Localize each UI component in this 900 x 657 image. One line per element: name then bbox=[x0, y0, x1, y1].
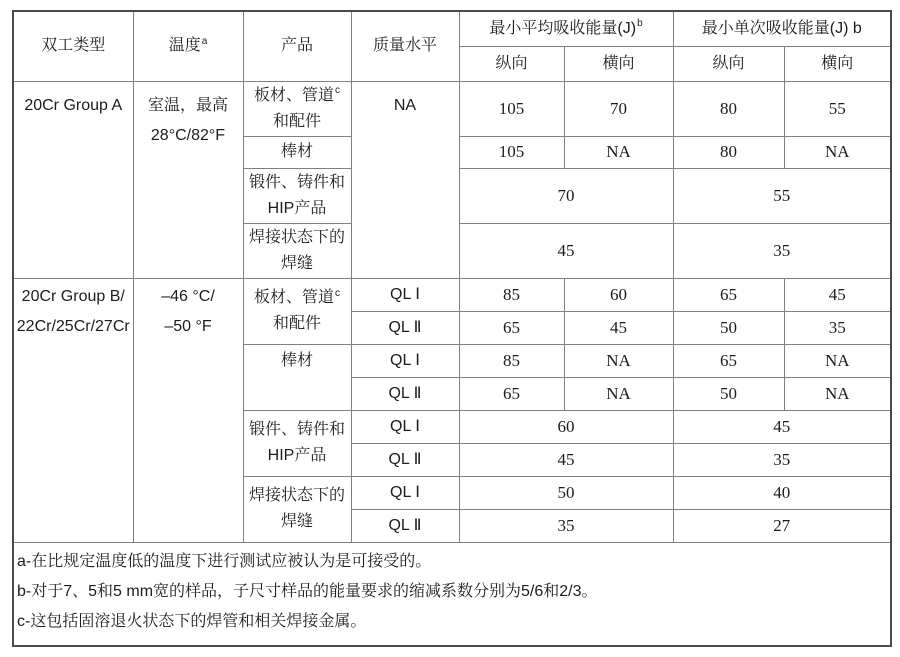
group-b-product-weld bbox=[243, 476, 351, 542]
group-b-product-bar: 棒材 bbox=[243, 344, 351, 410]
value-cell: 85 bbox=[459, 278, 564, 311]
quality-level-cell: QL Ⅰ bbox=[351, 278, 459, 311]
product-line-2: 焊缝 bbox=[280, 254, 313, 272]
product-line-1: 焊接状态下的 bbox=[248, 228, 345, 246]
value-cell-merged: 45 bbox=[459, 223, 673, 278]
quality-level-cell: QL Ⅱ bbox=[351, 311, 459, 344]
group-a-product-bar: 棒材 bbox=[243, 136, 351, 168]
product-line-1: 板材、管道$^c$ bbox=[253, 287, 340, 306]
footnote-ref-c: c bbox=[335, 85, 340, 97]
value-cell-merged: 45 bbox=[673, 410, 891, 443]
value-cell: 80 bbox=[673, 136, 784, 168]
value-cell: NA bbox=[784, 377, 891, 410]
value-cell: 50 bbox=[673, 311, 784, 344]
value-cell-merged: 35 bbox=[459, 509, 673, 542]
footnote-a: a-在比规定温度低的温度下进行测试应被认为是可接受的。 bbox=[17, 552, 432, 570]
header-temperature-label: 温度 bbox=[168, 37, 201, 55]
quality-level-cell: QL Ⅰ bbox=[351, 476, 459, 509]
value-cell: 105 bbox=[459, 136, 564, 168]
value-cell-merged: 27 bbox=[673, 509, 891, 542]
value-cell: 65 bbox=[459, 311, 564, 344]
group-a-type: 20Cr Group A bbox=[13, 81, 133, 278]
group-a-product-forging bbox=[243, 168, 351, 223]
header-single-longitudinal: 纵向 bbox=[673, 46, 784, 81]
value-cell: NA bbox=[564, 377, 673, 410]
value-cell: 65 bbox=[459, 377, 564, 410]
header-temperature bbox=[133, 11, 243, 81]
group-b-type bbox=[13, 278, 133, 542]
product-line-1: 锻件、铸件和 bbox=[248, 421, 345, 438]
product-line-2: HIP产品 bbox=[267, 447, 327, 464]
temp-line-1: –46 °C/ bbox=[161, 287, 215, 305]
value-cell: 85 bbox=[459, 344, 564, 377]
value-cell-merged: 35 bbox=[673, 223, 891, 278]
footnote-c: c-这包括固溶退火状态下的焊管和相关焊接金属。 bbox=[17, 612, 367, 630]
group-a-product-plate bbox=[243, 81, 351, 136]
footnote-ref-b: b bbox=[637, 18, 643, 30]
group-a-quality-level: NA bbox=[351, 81, 459, 278]
product-line-1: 板材、管道$^c$ bbox=[253, 85, 340, 104]
footnote-b: b-对于7、5和5 mm宽的样品，子尺寸样品的能量要求的缩减系数分别为5/6和2/3。 bbox=[17, 582, 598, 600]
product-line-2: HIP产品 bbox=[267, 199, 327, 217]
header-avg-longitudinal: 纵向 bbox=[459, 46, 564, 81]
value-cell: 65 bbox=[673, 344, 784, 377]
value-cell: 45 bbox=[784, 278, 891, 311]
table-row-b-plate-ql1 bbox=[13, 278, 891, 311]
value-cell-merged: 50 bbox=[459, 476, 673, 509]
group-b-product-forging bbox=[243, 410, 351, 476]
header-min-avg-energy bbox=[459, 11, 673, 46]
quality-level-cell: QL Ⅱ bbox=[351, 443, 459, 476]
header-row-1 bbox=[13, 11, 891, 46]
product-line-1: 锻件、铸件和 bbox=[248, 173, 345, 191]
temp-line-2: 28°C/82°F bbox=[150, 126, 226, 144]
footnote-ref-c: c bbox=[335, 287, 340, 299]
quality-level-cell: QL Ⅱ bbox=[351, 377, 459, 410]
value-cell: NA bbox=[564, 136, 673, 168]
type-line-1: 20Cr Group B/ bbox=[21, 287, 125, 305]
quality-level-cell: QL Ⅰ bbox=[351, 410, 459, 443]
group-a-product-weld bbox=[243, 223, 351, 278]
footnotes-cell bbox=[13, 542, 891, 646]
value-cell: 80 bbox=[673, 81, 784, 136]
product-line-2: 和配件 bbox=[272, 315, 321, 332]
temp-line-2: –50 °F bbox=[164, 317, 212, 335]
value-cell-merged: 60 bbox=[459, 410, 673, 443]
footnote-row bbox=[13, 542, 891, 646]
header-product: 产品 bbox=[243, 11, 351, 81]
product-line-1: 焊接状态下的 bbox=[248, 487, 345, 504]
header-avg-transverse: 横向 bbox=[564, 46, 673, 81]
footnote-ref-a: a bbox=[201, 35, 208, 47]
value-cell: 70 bbox=[564, 81, 673, 136]
value-cell-merged: 70 bbox=[459, 168, 673, 223]
value-cell: 60 bbox=[564, 278, 673, 311]
group-a-temperature bbox=[133, 81, 243, 278]
table-row-a-plate bbox=[13, 81, 891, 136]
type-line-2: 22Cr/25Cr/27Cr bbox=[16, 317, 130, 335]
temp-line-1: 室温，最高 bbox=[147, 96, 228, 114]
product-line-2: 和配件 bbox=[272, 112, 321, 130]
product-line-2: 焊缝 bbox=[280, 513, 313, 530]
header-min-single-energy: 最小单次吸收能量(J) b bbox=[673, 11, 891, 46]
quality-level-cell: QL Ⅱ bbox=[351, 509, 459, 542]
value-cell: 35 bbox=[784, 311, 891, 344]
value-cell: 55 bbox=[784, 81, 891, 136]
header-duplex-type: 双工类型 bbox=[13, 11, 133, 81]
impact-energy-table bbox=[12, 10, 892, 647]
header-min-avg-label: 最小平均吸收能量(J) bbox=[489, 19, 637, 37]
quality-level-cell: QL Ⅰ bbox=[351, 344, 459, 377]
header-quality-level: 质量水平 bbox=[351, 11, 459, 81]
value-cell-merged: 55 bbox=[673, 168, 891, 223]
header-single-transverse: 横向 bbox=[784, 46, 891, 81]
value-cell: 65 bbox=[673, 278, 784, 311]
value-cell: NA bbox=[784, 344, 891, 377]
value-cell-merged: 45 bbox=[459, 443, 673, 476]
value-cell: NA bbox=[564, 344, 673, 377]
value-cell-merged: 35 bbox=[673, 443, 891, 476]
value-cell: 45 bbox=[564, 311, 673, 344]
group-b-product-plate bbox=[243, 278, 351, 344]
value-cell: NA bbox=[784, 136, 891, 168]
group-b-temperature bbox=[133, 278, 243, 542]
value-cell: 105 bbox=[459, 81, 564, 136]
value-cell: 50 bbox=[673, 377, 784, 410]
value-cell-merged: 40 bbox=[673, 476, 891, 509]
